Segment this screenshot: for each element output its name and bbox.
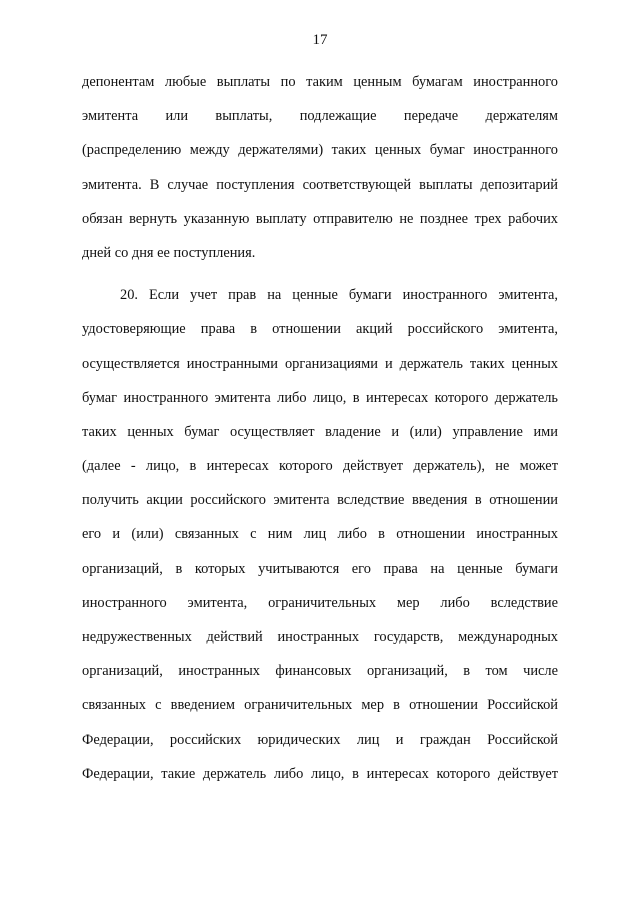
text-line: обязан вернуть указанную выплату отправителю не позднее трех рабочих — [82, 210, 558, 227]
paragraph-continued — [82, 72, 558, 277]
text-line: организаций, в которых учитываются его права на ценные бумаги — [82, 560, 558, 577]
text-line: связанных с введением ограничительных мер в отношении Российской — [82, 697, 558, 714]
paragraph-20 — [82, 285, 558, 798]
text-line: таких ценных бумаг осуществляет владение и (или) управление ими — [82, 423, 558, 440]
text-line: его и (или) связанных с ним лиц либо в отношении иностранных — [82, 526, 558, 543]
paragraph-spacer — [82, 277, 558, 285]
text-line: (далее - лицо, в интересах которого действует держатель), не может — [82, 458, 558, 475]
text-line: недружественных действий иностранных государств, международных — [82, 629, 558, 645]
text-line: осуществляется иностранными организациями и держатель таких ценных — [82, 355, 558, 372]
text-line: иностранного эмитента, ограничительных мер либо вследствие — [82, 594, 558, 611]
document-body — [82, 72, 558, 798]
text-line: удостоверяющие права в отношении акций российского эмитента, — [82, 321, 558, 338]
page-number: 17 — [312, 32, 328, 48]
text-line: получить акции российского эмитента вследствие введения в отношении — [82, 492, 558, 509]
text-line: депонентам любые выплаты по таким ценным бумагам иностранного — [82, 74, 558, 90]
text-line: эмитента или выплаты, подлежащие передаче держателям — [82, 108, 558, 125]
text-line: организаций, иностранных финансовых организаций, в том числе — [82, 663, 558, 680]
text-line: дней со дня ее поступления. — [82, 244, 256, 261]
text-line: эмитента. В случае поступления соответствующей выплаты депозитарий — [82, 176, 558, 193]
text-line: Федерации, российских юридических лиц и граждан Российской — [82, 731, 558, 748]
text-line: бумаг иностранного эмитента либо лицо, в интересах которого держатель — [82, 389, 558, 406]
text-line: (распределению между держателями) таких ценных бумаг иностранного — [82, 142, 558, 159]
text-line: 20. Если учет прав на ценные бумаги иностранного эмитента, — [120, 287, 558, 304]
text-line: Федерации, такие держатель либо лицо, в интересах которого действует — [82, 765, 558, 782]
